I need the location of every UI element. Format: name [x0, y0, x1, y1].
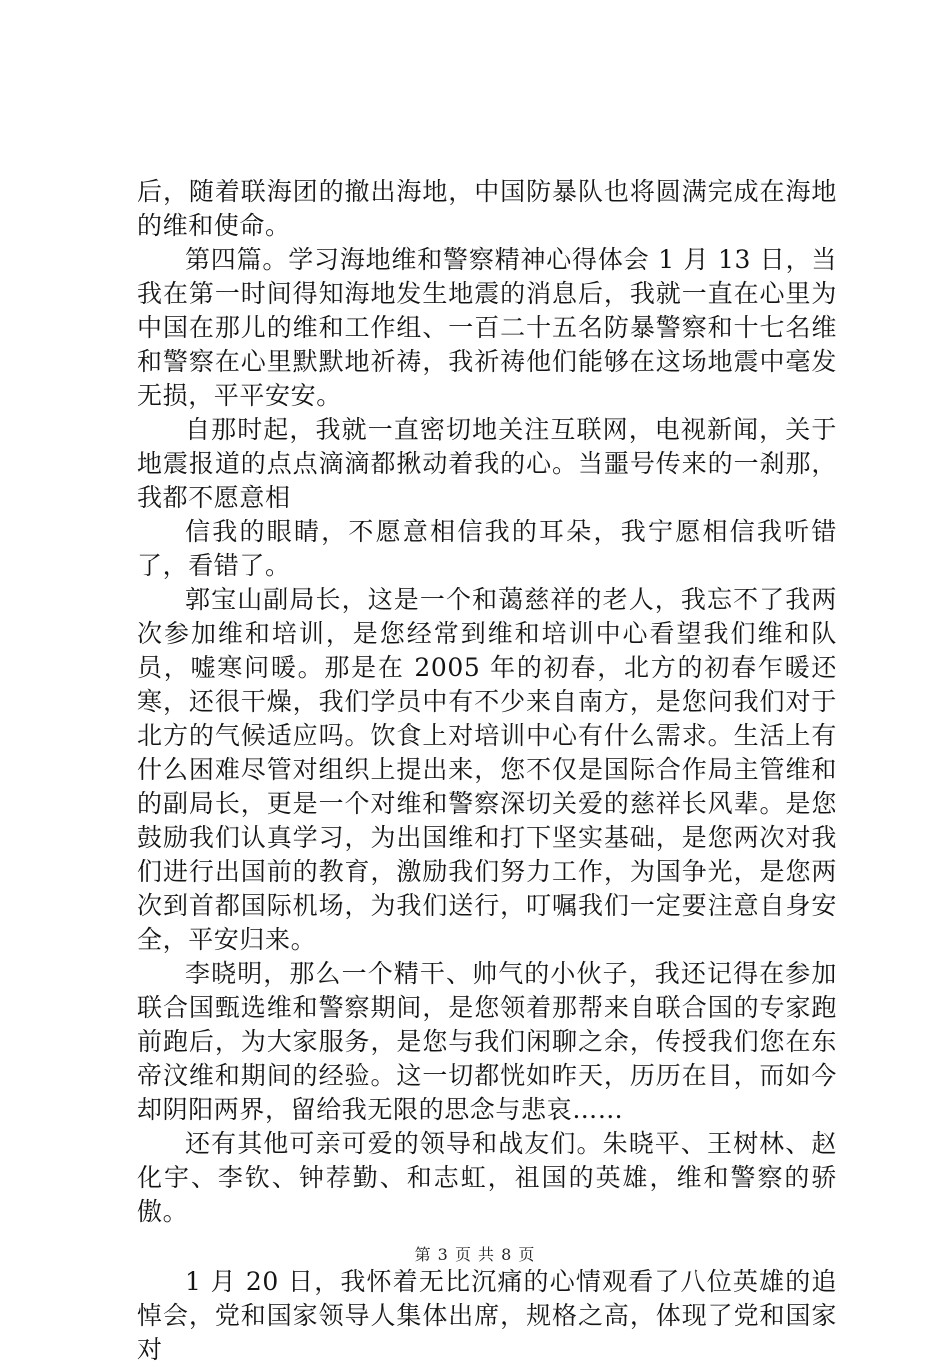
paragraph-memorial: 1 月 20 日，我怀着无比沉痛的心情观看了八位英雄的追悼会，党和国家领导人集体出席，规格之高，体现了党和国家对	[137, 1267, 837, 1364]
paragraph-other-comrades: 还有其他可亲可爱的领导和战友们。朱晓平、王树林、赵化宇、李钦、钟荐勤、和志虹，祖国的英雄，维和警察的骄傲。	[137, 1129, 837, 1226]
page-number-footer: 第 3 页 共 8 页	[414, 1245, 536, 1264]
paragraph-since-then: 自那时起，我就一直密切地关注互联网，电视新闻，关于地震报道的点点滴滴都揪动着我的心。当噩号传来的一刹那，我都不愿意相	[137, 415, 837, 512]
paragraph-continuation: 后，随着联海团的撤出海地，中国防暴队也将圆满完成在海地的维和使命。	[137, 177, 837, 240]
paragraph-disbelief: 信我的眼睛，不愿意相信我的耳朵，我宁愿相信我听错了，看错了。	[137, 517, 837, 580]
paragraph-guo-baoshan: 郭宝山副局长，这是一个和蔼慈祥的老人，我忘不了我两次参加维和培训，是您经常到维和培训中心看望我们维和队员，嘘寒问暖。那是在 2005 年的初春，北方的初春乍暖还寒，还很干燥，我们学员中有不少来自南方，是您问我们对于北方的气候适应吗。饮食上对培训中心有什么需求。生活上有什么困难尽管对组织上提出来，您不仅是国际合作局主管维和的副局长，更是一个对维和警察深切关爱的慈祥长风辈。是您鼓励我们认真学习，为出国维和打下坚实基础，是您两次对我们进行出国前的教育，激励我们努力工作，为国争光，是您两次到首都国际机场，为我们送行，叮嘱我们一定要注意自身安全，平安归来。	[137, 585, 837, 954]
paragraph-fourth-article: 第四篇。学习海地维和警察精神心得体会 1 月 13 日，当我在第一时间得知海地发生地震的消息后，我就一直在心里为中国在那儿的维和工作组、一百二十五名防暴警察和十七名维和警察在心里默默地祈祷，我祈祷他们能够在这场地震中毫发无损，平平安安。	[137, 245, 837, 410]
document-body	[137, 175, 837, 1367]
paragraph-li-xiaoming: 李晓明，那么一个精干、帅气的小伙子，我还记得在参加联合国甄选维和警察期间，是您领着那帮来自联合国的专家跑前跑后，为大家服务，是您与我们闲聊之余，传授我们您在东帝汶维和期间的经验。这一切都恍如昨天，历历在目，而如今却阴阳两界，留给我无限的思念与悲哀……	[137, 959, 837, 1124]
